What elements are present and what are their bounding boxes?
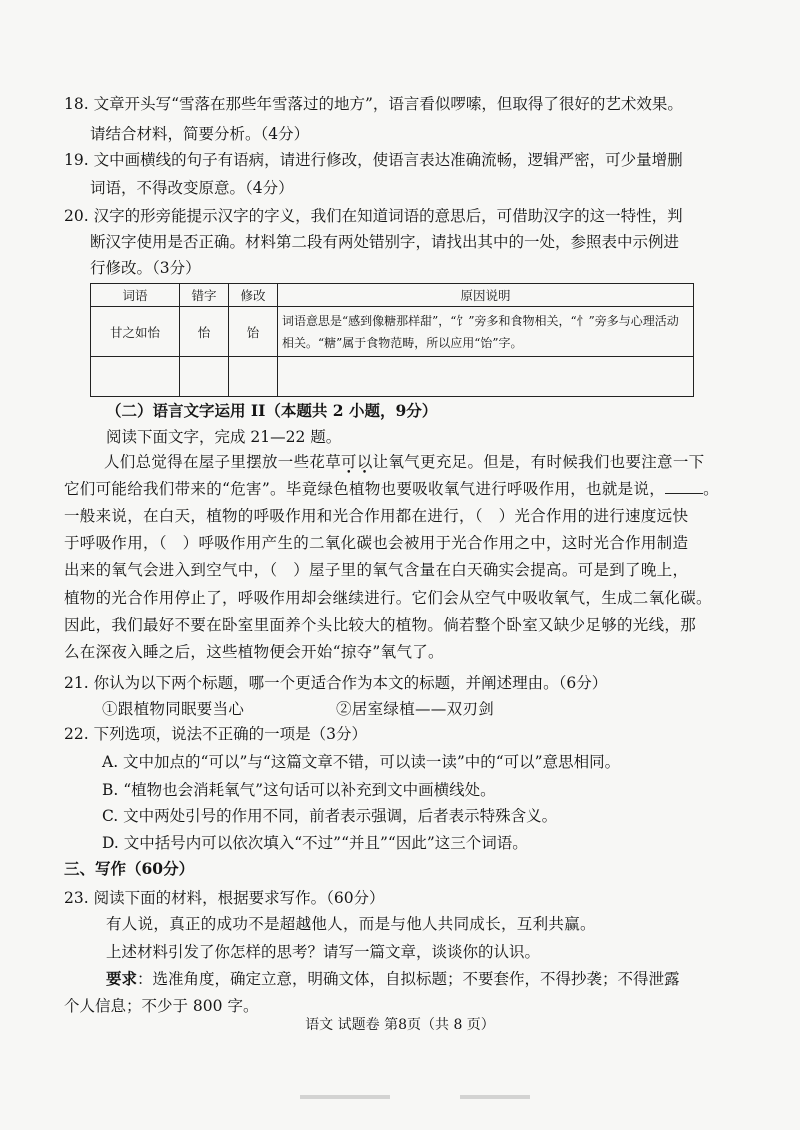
section3-title: 三、写作（60分） [64,859,195,878]
q22-option-b: B. “植物也会消耗氧气”这句话可以补充到文中画横线处。 [102,781,496,799]
example-wrong: 怡 [180,307,229,357]
answer-reason-cell[interactable] [278,357,694,397]
example-reason: 词语意思是“感到像糖那样甜”，“饣”旁多和食物相关，“忄”旁多与心理活动相关。“糖”属于食物范畴，所以应用“饴”字。 [278,307,694,357]
q20-line2: 断汉字使用是否正确。材料第二段有两处错别字，请找出其中的一处，参照表中示例进 [90,233,680,251]
passage-line3: 一般来说，在白天，植物的呼吸作用和光合作用都在进行，（ ）光合作用的进行速度远快 [64,507,689,525]
q22-option-c: C. 文中两处引号的作用不同，前者表示强调，后者表示特殊含义。 [102,807,558,825]
q22-stem: 22. 下列选项，说法不正确的一项是（3分） [64,725,367,743]
q20-line3: 行修改。（3分） [90,259,201,277]
passage-line8: 么在深夜入睡之后，这些植物便会开始“掠夺”氧气了。 [64,643,444,661]
example-fix: 饴 [229,307,278,357]
q23-material: 有人说，真正的成功不是超越他人，而是与他人共同成长，互利共赢。 [106,915,596,933]
passage-line7: 因此，我们最好不要在卧室里面养个头比较大的植物。倘若整个卧室又缺少足够的光线，那 [64,616,697,634]
q21-option2: ②居室绿植——双刃剑 [336,700,495,718]
q20-line1: 20. 汉字的形旁能提示汉字的字义，我们在知道词语的意思后，可借助汉字的这一特性，判 [64,207,683,225]
section2-title: （二）语言文字运用 II（本题共 2 小题，9分） [106,401,438,420]
q19-line2: 词语，不得改变原意。（4分） [90,179,294,197]
requirements-label: 要求 [106,969,138,988]
fill-blank[interactable] [665,479,703,494]
section2-instruction: 阅读下面文字，完成 21—22 题。 [106,428,342,446]
q21-stem: 21. 你认为以下两个标题，哪一个更适合作为本文的标题，并阐述理由。（6分） [64,674,608,692]
q19-line1: 19. 文中画横线的句子有语病，请进行修改，使语言表达准确流畅，逻辑严密，可少量增删 [64,151,683,169]
dotted-char-ke: 可 [341,453,357,471]
q22-option-a: A. 文中加点的“可以”与“这篇文章不错，可以读一读”中的“可以”意思相同。 [102,753,621,771]
q22-option-d: D. 文中括号内可以依次填入“不过”“并且”“因此”这三个词语。 [102,834,528,852]
q18-line2: 请结合材料，简要分析。（4分） [90,125,310,143]
passage-line2: 它们可能给我们带来的“危害”。毕竟绿色植物也要吸收氧气进行呼吸作用，也就是说， 。 [64,480,719,498]
example-word: 甘之如怡 [91,307,180,357]
table-header-word: 词语 [91,284,180,307]
passage-line4: 于呼吸作用，（ ）呼吸作用产生的二氧化碳也会被用于光合作用之中，这时光合作用制造 [64,534,689,552]
answer-word-cell[interactable] [91,357,180,397]
answer-fix-cell[interactable] [229,357,278,397]
answer-wrong-cell[interactable] [180,357,229,397]
q23-prompt: 上述材料引发了你怎样的思考？请写一篇文章，谈谈你的认识。 [106,943,541,961]
scan-smudge [300,1095,390,1099]
page-footer: 语文 试题卷 第8页（共 8 页） [305,1017,495,1033]
correction-table [90,283,694,397]
scan-smudge [460,1095,530,1099]
passage-line5: 出来的氧气会进入到空气中，（ ）屋子里的氧气含量在白天确实会提高。可是到了晚上， [64,561,689,579]
q23-requirements: 要求：选准角度，确定立意，明确文体，自拟标题；不要套作，不得抄袭；不得泄露 [106,969,680,988]
table-header-wrong: 错字 [180,284,229,307]
q21-option1: ①跟植物同眠要当心 [102,700,245,718]
table-header-reason: 原因说明 [278,284,694,307]
passage-line1: 人们总觉得在屋子里摆放一些花草可以让氧气更充足。但是，有时候我们也要注意一下 [104,453,705,471]
q23-requirements-line2: 个人信息；不少于 800 字。 [64,997,259,1015]
table-header-fix: 修改 [229,284,278,307]
passage-line6: 植物的光合作用停止了，呼吸作用却会继续进行。它们会从空气中吸收氧气，生成二氧化碳。 [64,589,712,607]
dotted-char-yi: 以 [356,453,373,471]
q23-stem: 23. 阅读下面的材料，根据要求写作。（60分） [64,889,385,907]
q18-line1: 18. 文章开头写“雪落在那些年雪落过的地方”，语言看似啰嗦，但取得了很好的艺术效果。 [64,95,683,113]
